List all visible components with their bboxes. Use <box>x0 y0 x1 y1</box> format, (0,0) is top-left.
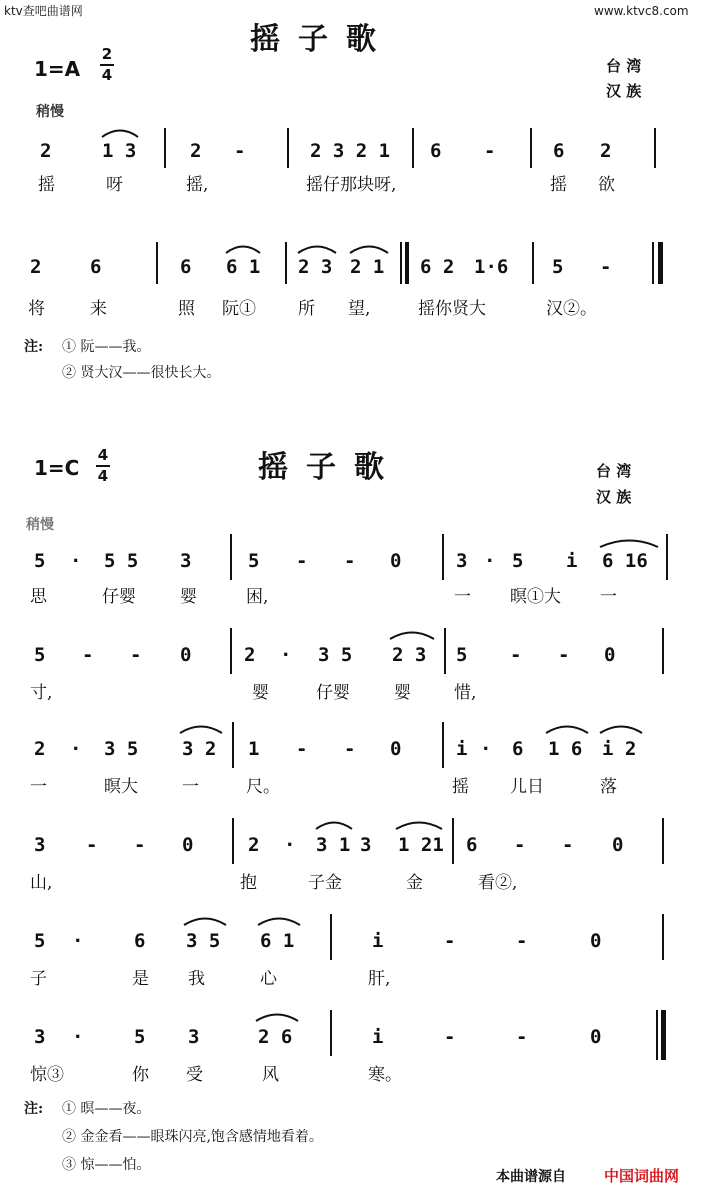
repeat-barline <box>405 242 409 284</box>
song1-footnote: ② 贤大汉——很快长大。 <box>62 365 221 381</box>
lyric: 摇, <box>186 175 209 195</box>
note: - <box>516 1026 528 1048</box>
note: 6 16 <box>602 550 648 572</box>
barline <box>654 128 656 168</box>
note: 3 2 <box>182 738 217 760</box>
note: 0 <box>390 550 402 572</box>
note: 1 <box>248 738 260 760</box>
song2-footnote: ① 暝——夜。 <box>62 1101 151 1117</box>
lyric: 呀 <box>106 175 123 195</box>
note: 3 5 <box>104 738 139 760</box>
note: - <box>444 930 456 952</box>
watermark-right: www.ktvc8.com <box>594 4 689 18</box>
lyric: 受 <box>186 1065 203 1085</box>
song1-key: 1=A <box>34 57 81 81</box>
barline <box>287 128 289 168</box>
note: - <box>562 834 574 856</box>
note: - <box>444 1026 456 1048</box>
barline <box>656 1010 658 1060</box>
song1-footnote: ① 阮——我。 <box>62 339 151 355</box>
song2-row-3 <box>0 722 701 802</box>
note: 3 <box>34 1026 46 1048</box>
lyric: 汉②。 <box>546 299 597 319</box>
song1-row-2 <box>0 242 701 322</box>
song1-title: 摇子歌 <box>250 22 394 57</box>
note: 3 <box>180 550 192 572</box>
note: 5 <box>34 644 46 666</box>
note: 0 <box>590 930 602 952</box>
lyric: 婴 <box>252 683 269 703</box>
note: - <box>296 738 308 760</box>
final-barline <box>661 1010 666 1060</box>
lyric: 肝, <box>368 969 391 989</box>
note: 6 1 <box>260 930 295 952</box>
song2-footnote: ③ 惊——怕。 <box>62 1157 151 1173</box>
note: 5 5 <box>104 550 139 572</box>
note: - <box>484 140 496 162</box>
barline <box>285 242 287 284</box>
note: 1 6 <box>548 738 583 760</box>
lyric: 婴 <box>180 587 197 607</box>
song2-tempo: 稍慢 <box>26 517 54 533</box>
note: 3 1 <box>316 834 351 856</box>
barline <box>164 128 166 168</box>
song2-row-2 <box>0 628 701 708</box>
lyric: 金 <box>406 873 423 893</box>
note: 6 <box>430 140 442 162</box>
note: 5 <box>552 256 564 278</box>
lyric: 一 <box>454 587 471 607</box>
barline <box>330 1010 332 1056</box>
note: 3 <box>188 1026 200 1048</box>
note: 2 <box>248 834 260 856</box>
barline <box>330 914 332 960</box>
lyric: 摇 <box>452 777 469 797</box>
barline <box>444 628 446 674</box>
note: 2 <box>600 140 612 162</box>
barline <box>442 722 444 768</box>
barline <box>662 628 664 674</box>
lyric: 婴 <box>394 683 411 703</box>
barline <box>666 534 668 580</box>
slur <box>314 820 354 830</box>
song1-row-1 <box>0 128 701 208</box>
lyric: 思 <box>30 587 47 607</box>
note: 5 <box>456 644 468 666</box>
song2-row-6 <box>0 1010 701 1090</box>
barline <box>400 242 402 284</box>
lyric: 风 <box>262 1065 279 1085</box>
slur <box>544 724 590 734</box>
note: 0 <box>390 738 402 760</box>
slur <box>178 724 224 734</box>
lyric: 摇仔那块呀, <box>306 175 397 195</box>
slur <box>598 724 644 734</box>
barline <box>230 628 232 674</box>
note: - <box>134 834 146 856</box>
note: 0 <box>612 834 624 856</box>
lyric: 抱 <box>240 873 257 893</box>
note: · <box>70 550 82 572</box>
note: 3 <box>34 834 46 856</box>
note: · <box>484 550 496 572</box>
song2-key: 1=C <box>34 456 80 480</box>
watermark-left: ktv查吧曲谱网 <box>4 4 83 18</box>
lyric: 看②, <box>478 873 518 893</box>
slur <box>296 244 338 254</box>
note: 0 <box>590 1026 602 1048</box>
song2-origin-2: 汉 族 <box>596 488 632 506</box>
lyric: 仔婴 <box>316 683 350 703</box>
song1-tempo: 稍慢 <box>36 104 64 120</box>
note: 6 1 <box>226 256 261 278</box>
lyric: 仔婴 <box>102 587 136 607</box>
note: - <box>296 550 308 572</box>
note: 6 2 <box>420 256 455 278</box>
barline <box>232 818 234 864</box>
lyric: 寸, <box>30 683 53 703</box>
note: - <box>510 644 522 666</box>
barline <box>232 722 234 768</box>
lyric: 尺。 <box>246 777 280 797</box>
barline <box>652 242 654 284</box>
note: - <box>82 644 94 666</box>
lyric: 子金 <box>308 873 342 893</box>
barline <box>530 128 532 168</box>
barline <box>156 242 158 284</box>
note: 0 <box>604 644 616 666</box>
lyric: 儿日 <box>510 777 544 797</box>
lyric: 照 <box>178 299 195 319</box>
song2-row-1 <box>0 532 701 612</box>
lyric: 惜, <box>454 683 477 703</box>
lyric: 一 <box>182 777 199 797</box>
note: · <box>480 738 492 760</box>
song1-time-bottom: 4 <box>101 66 113 84</box>
song2-row-5 <box>0 914 701 994</box>
lyric: 摇你贤大 <box>418 299 486 319</box>
lyric: 欲 <box>598 175 615 195</box>
lyric: 你 <box>132 1065 149 1085</box>
slur <box>348 244 390 254</box>
note: 2 3 <box>298 256 333 278</box>
slur <box>254 1012 300 1022</box>
note: - <box>514 834 526 856</box>
lyric: 心 <box>260 969 277 989</box>
song1-origin-1: 台 湾 <box>606 57 642 75</box>
lyric: 来 <box>90 299 107 319</box>
note: 0 <box>180 644 192 666</box>
note: 2 3 <box>392 644 427 666</box>
lyric: 摇 <box>38 175 55 195</box>
note: - <box>86 834 98 856</box>
song2-notes-label: 注: <box>24 1101 44 1117</box>
note: · <box>72 1026 84 1048</box>
song2-time-bottom: 4 <box>97 467 109 485</box>
note: 6 <box>466 834 478 856</box>
lyric: 一 <box>600 587 617 607</box>
slur <box>598 538 660 548</box>
note: 2 <box>34 738 46 760</box>
note: 5 <box>512 550 524 572</box>
note: 5 <box>134 1026 146 1048</box>
note: - <box>344 550 356 572</box>
note: - <box>558 644 570 666</box>
slur <box>256 916 302 926</box>
lyric: 阮① <box>222 299 256 319</box>
note: 2 <box>190 140 202 162</box>
lyric: 暝①大 <box>510 587 561 607</box>
note: 0 <box>182 834 194 856</box>
barline <box>442 534 444 580</box>
note: 3 <box>456 550 468 572</box>
note: 2 6 <box>258 1026 293 1048</box>
barline <box>230 534 232 580</box>
lyric: 望, <box>348 299 371 319</box>
lyric: 寒。 <box>368 1065 402 1085</box>
song2-time-top: 4 <box>97 446 109 464</box>
note: 3 5 <box>186 930 221 952</box>
note: 1·6 <box>474 256 509 278</box>
barline <box>412 128 414 168</box>
note: 5 <box>34 550 46 572</box>
lyric: 暝大 <box>104 777 138 797</box>
song1-time-top: 2 <box>101 45 113 63</box>
note: i <box>456 738 468 760</box>
final-barline <box>658 242 663 284</box>
song2-footnote: ② 金金看——眼珠闪亮,饱含感情地看着。 <box>62 1129 323 1145</box>
note: 5 <box>34 930 46 952</box>
note: i <box>566 550 578 572</box>
footer-source: 本曲谱源自 <box>496 1169 566 1185</box>
note: 1 3 <box>102 140 137 162</box>
barline <box>532 242 534 284</box>
lyric: 山, <box>30 873 53 893</box>
note: - <box>344 738 356 760</box>
note: 3 <box>360 834 372 856</box>
song2-origin-1: 台 湾 <box>596 462 632 480</box>
footer-site-link[interactable]: 中国词曲网 <box>604 1167 680 1185</box>
song2-title: 摇子歌 <box>258 450 402 485</box>
note: · <box>284 834 296 856</box>
note: · <box>72 930 84 952</box>
note: · <box>70 738 82 760</box>
lyric: 惊③ <box>30 1065 64 1085</box>
note: 2 <box>40 140 52 162</box>
song1-notes-label: 注: <box>24 339 44 355</box>
note: 3 5 <box>318 644 353 666</box>
note: 2 1 <box>350 256 385 278</box>
slur <box>394 820 444 830</box>
note: - <box>600 256 612 278</box>
lyric: 将 <box>28 299 45 319</box>
note: 6 <box>180 256 192 278</box>
lyric: 一 <box>30 777 47 797</box>
note: 6 <box>134 930 146 952</box>
note: i <box>372 1026 384 1048</box>
slur <box>224 244 262 254</box>
song2-row-4 <box>0 818 701 898</box>
note: - <box>234 140 246 162</box>
lyric: 子 <box>30 969 47 989</box>
note: 5 <box>248 550 260 572</box>
note: 1 21 <box>398 834 444 856</box>
barline <box>662 914 664 960</box>
slur <box>100 128 140 138</box>
lyric: 困, <box>246 587 269 607</box>
slur <box>388 630 436 640</box>
note: · <box>280 644 292 666</box>
note: i <box>372 930 384 952</box>
note: 2 3 2 1 <box>310 140 391 162</box>
slur <box>182 916 228 926</box>
note: 2 <box>30 256 42 278</box>
lyric: 是 <box>132 969 149 989</box>
note: - <box>516 930 528 952</box>
barline <box>662 818 664 864</box>
lyric: 所 <box>298 299 315 319</box>
lyric: 我 <box>188 969 205 989</box>
note: i 2 <box>602 738 637 760</box>
note: - <box>130 644 142 666</box>
lyric: 落 <box>600 777 617 797</box>
barline <box>452 818 454 864</box>
note: 6 <box>512 738 524 760</box>
lyric: 摇 <box>550 175 567 195</box>
song1-origin-2: 汉 族 <box>606 82 642 100</box>
note: 6 <box>90 256 102 278</box>
note: 2 <box>244 644 256 666</box>
note: 6 <box>553 140 565 162</box>
